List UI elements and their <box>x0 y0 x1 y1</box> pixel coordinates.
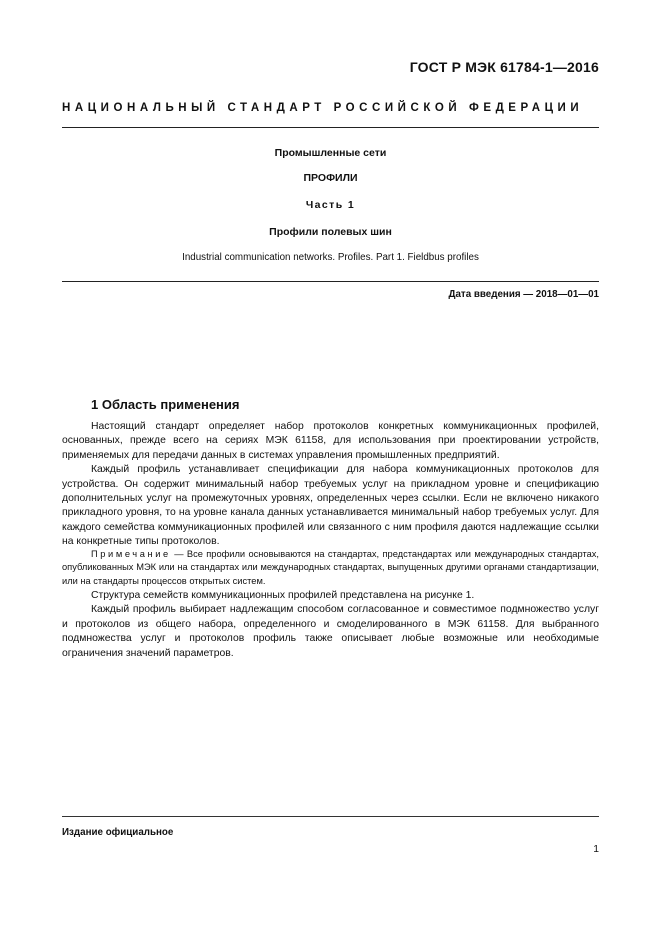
edition-label: Издание официальное <box>62 827 174 838</box>
paragraph: Настоящий стандарт определяет набор протоколов конкретных коммуникационных профилей, основанных, прежде всего на сериях МЭК 61158, для использования при проектировании устройств, применяемых для передачи данных в системах управления промышленных предприятий. <box>62 421 599 461</box>
standard-part: Часть 1 <box>305 199 356 211</box>
standard-title: ПРОФИЛИ <box>303 172 358 184</box>
section-heading: 1 Область применения <box>91 397 240 412</box>
note-text: — Все профили основываются на стандартах, предстандартах или международных стандартах, опубликованных МЭК или на стандартах или международных стандартах, выпущенных другими органами стандартизации, или на стандарты процессов открытых систем. <box>62 549 599 586</box>
paragraph: Каждый профиль выбирает надлежащим способом согласованное и совместимое подмножество услуг и протоколов из общего набора, определенного и смоделированного в МЭК 61158. Для выбранного подмножества услуг и протоколов профиль также описывает любые возможные или необходимые ограничения значений параметров. <box>62 604 599 659</box>
note-label: Примечание <box>91 549 171 559</box>
introduction-date: Дата введения — 2018—01—01 <box>448 289 599 300</box>
document-id: ГОСТ Р МЭК 61784-1—2016 <box>409 59 599 75</box>
national-standard-banner: НАЦИОНАЛЬНЫЙ СТАНДАРТ РОССИЙСКОЙ ФЕДЕРАЦИИ <box>62 102 584 114</box>
section-body-continued <box>62 589 599 661</box>
note-paragraph <box>62 548 599 588</box>
paragraph: Структура семейств коммуникационных профилей представлена на рисунке 1. <box>91 590 475 601</box>
paragraph: Каждый профиль устанавливает спецификации для набора коммуникационных протоколов для устройства. Он содержит минимальный набор требуемых услуг на прикладном уровне и спецификацию дополнительных услуг на промежуточных уровнях, определенных через ссылки. Если не включено никакого прикладного уровня, то на уровне канала данных устанавливается минимальный набор требуемых услуг. Для каждого семейства коммуникационных профилей или связанного с ним профиля даются надлежащие ссылки на конкретные типы протоколов. <box>62 464 599 548</box>
english-title: Industrial communication networks. Profiles. Part 1. Fieldbus profiles <box>182 252 479 263</box>
standard-series: Промышленные сети <box>274 147 387 159</box>
divider-footer <box>62 816 599 817</box>
divider-top <box>62 127 599 128</box>
section-body <box>62 420 599 550</box>
standard-subtitle: Профили полевых шин <box>269 226 392 238</box>
note <box>62 548 599 588</box>
page-number: 1 <box>593 844 599 855</box>
divider-middle <box>62 281 599 282</box>
